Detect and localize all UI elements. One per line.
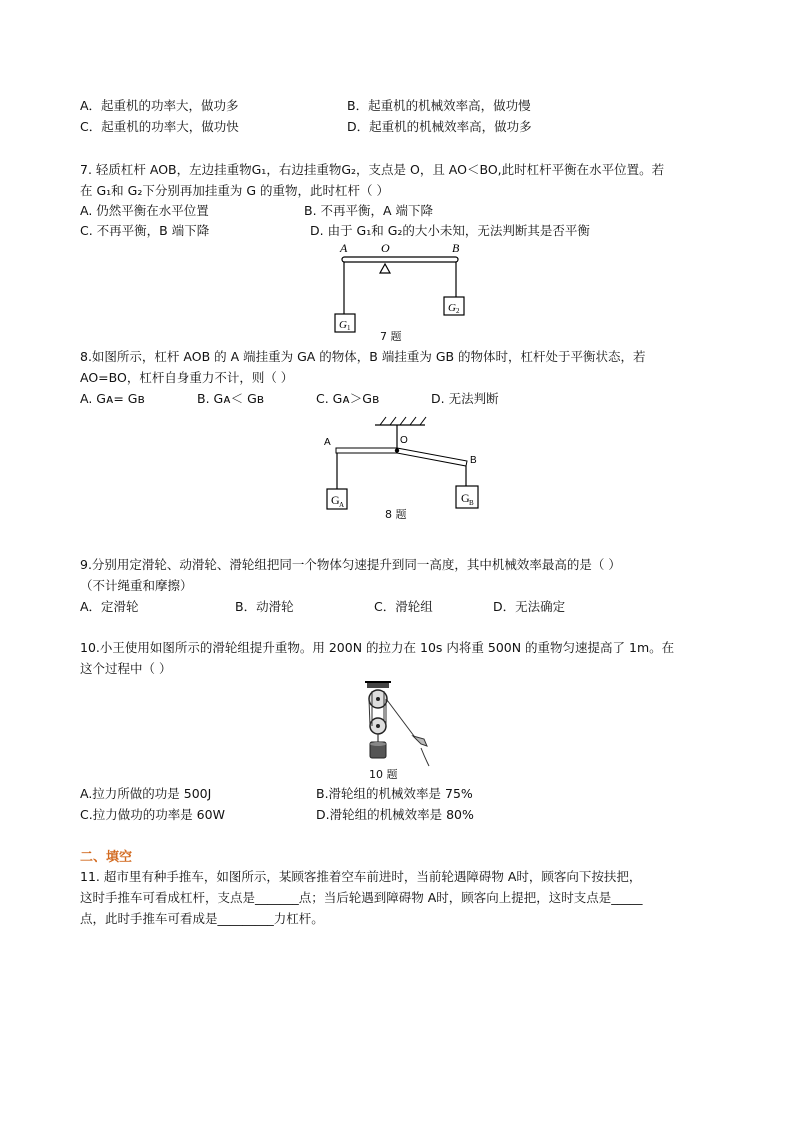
q10-pulley-figure — [355, 680, 435, 770]
q7-option-d: D. 由于 G₁和 G₂的大小未知，无法判断其是否平衡 — [310, 223, 590, 238]
q7-option-b: B. 不再平衡，A 端下降 — [304, 203, 434, 218]
q7-label-b: B — [452, 241, 460, 255]
svg-text:G: G — [448, 302, 456, 314]
q11-stem-line1: 11. 超市里有种手推车，如图所示，某顾客推着空车前进时，当前轮遇障碍物 A时，顾客向下按扶把， — [80, 869, 642, 884]
svg-text:A: A — [339, 501, 345, 509]
q8-lever-figure — [320, 415, 490, 515]
q7-label-a: A — [340, 241, 348, 255]
q10-stem-line1: 10.小王使用如图所示的滑轮组提升重物。用 200N 的拉力在 10s 内将重 500N 的重物匀速提高了 1m。在 — [80, 640, 675, 655]
q7-stem-line2: 在 G₁和 G₂下分别再加挂重为 G 的重物，此时杠杆（ ） — [80, 183, 389, 198]
q9-option-b: B．动滑轮 — [235, 599, 294, 614]
q8-figure-caption: 8 题 — [385, 508, 407, 521]
q7-figure-caption: 7 题 — [380, 330, 402, 343]
q8-option-c: C. Gᴀ＞Gʙ — [316, 391, 380, 406]
q6-option-a: A．起重机的功率大，做功多 — [80, 98, 239, 113]
q7-lever-bar — [342, 257, 458, 262]
svg-text:1: 1 — [347, 324, 351, 332]
svg-text:G: G — [339, 319, 347, 331]
q8-label-b: B — [470, 455, 477, 466]
q8-stem-line2: AO=BO，杠杆自身重力不计，则（ ） — [80, 370, 294, 385]
q7-label-o: O — [381, 241, 390, 255]
q9-stem-line2: （不计绳重和摩擦） — [80, 578, 193, 593]
section-heading-fill-in: 二、填空 — [80, 850, 133, 865]
svg-text:G: G — [331, 493, 340, 507]
q7-option-c: C. 不再平衡，B 端下降 — [80, 223, 210, 238]
q10-option-b: B.滑轮组的机械效率是 75% — [316, 786, 473, 801]
q10-figure-caption: 10 题 — [369, 768, 398, 781]
q6-option-c: C．起重机的功率大，做功快 — [80, 119, 239, 134]
q11-stem-line2: 这时手推车可看成杠杆，支点是_______点；当后轮遇到障碍物 A时，顾客向上提把，这时支点是_____ — [80, 890, 643, 905]
q6-option-d: D．起重机的机械效率高，做功多 — [347, 119, 532, 134]
q8-option-d: D. 无法判断 — [431, 391, 499, 406]
q11-stem-line3: 点，此时手推车可看成是_________力杠杆。 — [80, 911, 324, 926]
q10-option-a: A.拉力所做的功是 500J — [80, 786, 212, 801]
q7-option-a: A. 仍然平衡在水平位置 — [80, 203, 209, 218]
q8-option-a: A. Gᴀ= Gʙ — [80, 391, 145, 406]
q10-hand-icon — [413, 736, 427, 746]
q6-option-b: B．起重机的机械效率高，做功慢 — [347, 98, 531, 113]
q8-option-b: B. Gᴀ＜ Gʙ — [197, 391, 265, 406]
q8-stem-line1: 8.如图所示，杠杆 AOB 的 A 端挂重为 GA 的物体，B 端挂重为 GB 的物体时，杠杆处于平衡状态，若 — [80, 349, 646, 364]
q9-stem-line1: 9.分别用定滑轮、动滑轮、滑轮组把同一个物体匀速提升到同一高度，其中机械效率最高的是（ ） — [80, 557, 621, 572]
q10-option-c: C.拉力做功的功率是 60W — [80, 807, 225, 822]
q9-option-a: A．定滑轮 — [80, 599, 139, 614]
q10-stem-line2: 这个过程中（ ） — [80, 661, 172, 676]
q8-pivot-icon — [395, 448, 399, 452]
svg-text:G: G — [461, 491, 470, 505]
q9-option-c: C．滑轮组 — [374, 599, 433, 614]
q9-option-d: D．无法确定 — [493, 599, 566, 614]
svg-text:B: B — [469, 499, 474, 507]
q7-fulcrum-icon — [380, 264, 390, 273]
q10-option-d: D.滑轮组的机械效率是 80% — [316, 807, 474, 822]
q8-label-a: A — [324, 437, 331, 448]
q8-label-o: O — [400, 435, 408, 446]
q7-stem-line1: 7. 轻质杠杆 AOB，左边挂重物G₁，右边挂重物G₂，支点是 O，且 AO＜BO,此时杠杆平衡在水平位置。若 — [80, 162, 665, 177]
svg-text:2: 2 — [456, 307, 460, 315]
